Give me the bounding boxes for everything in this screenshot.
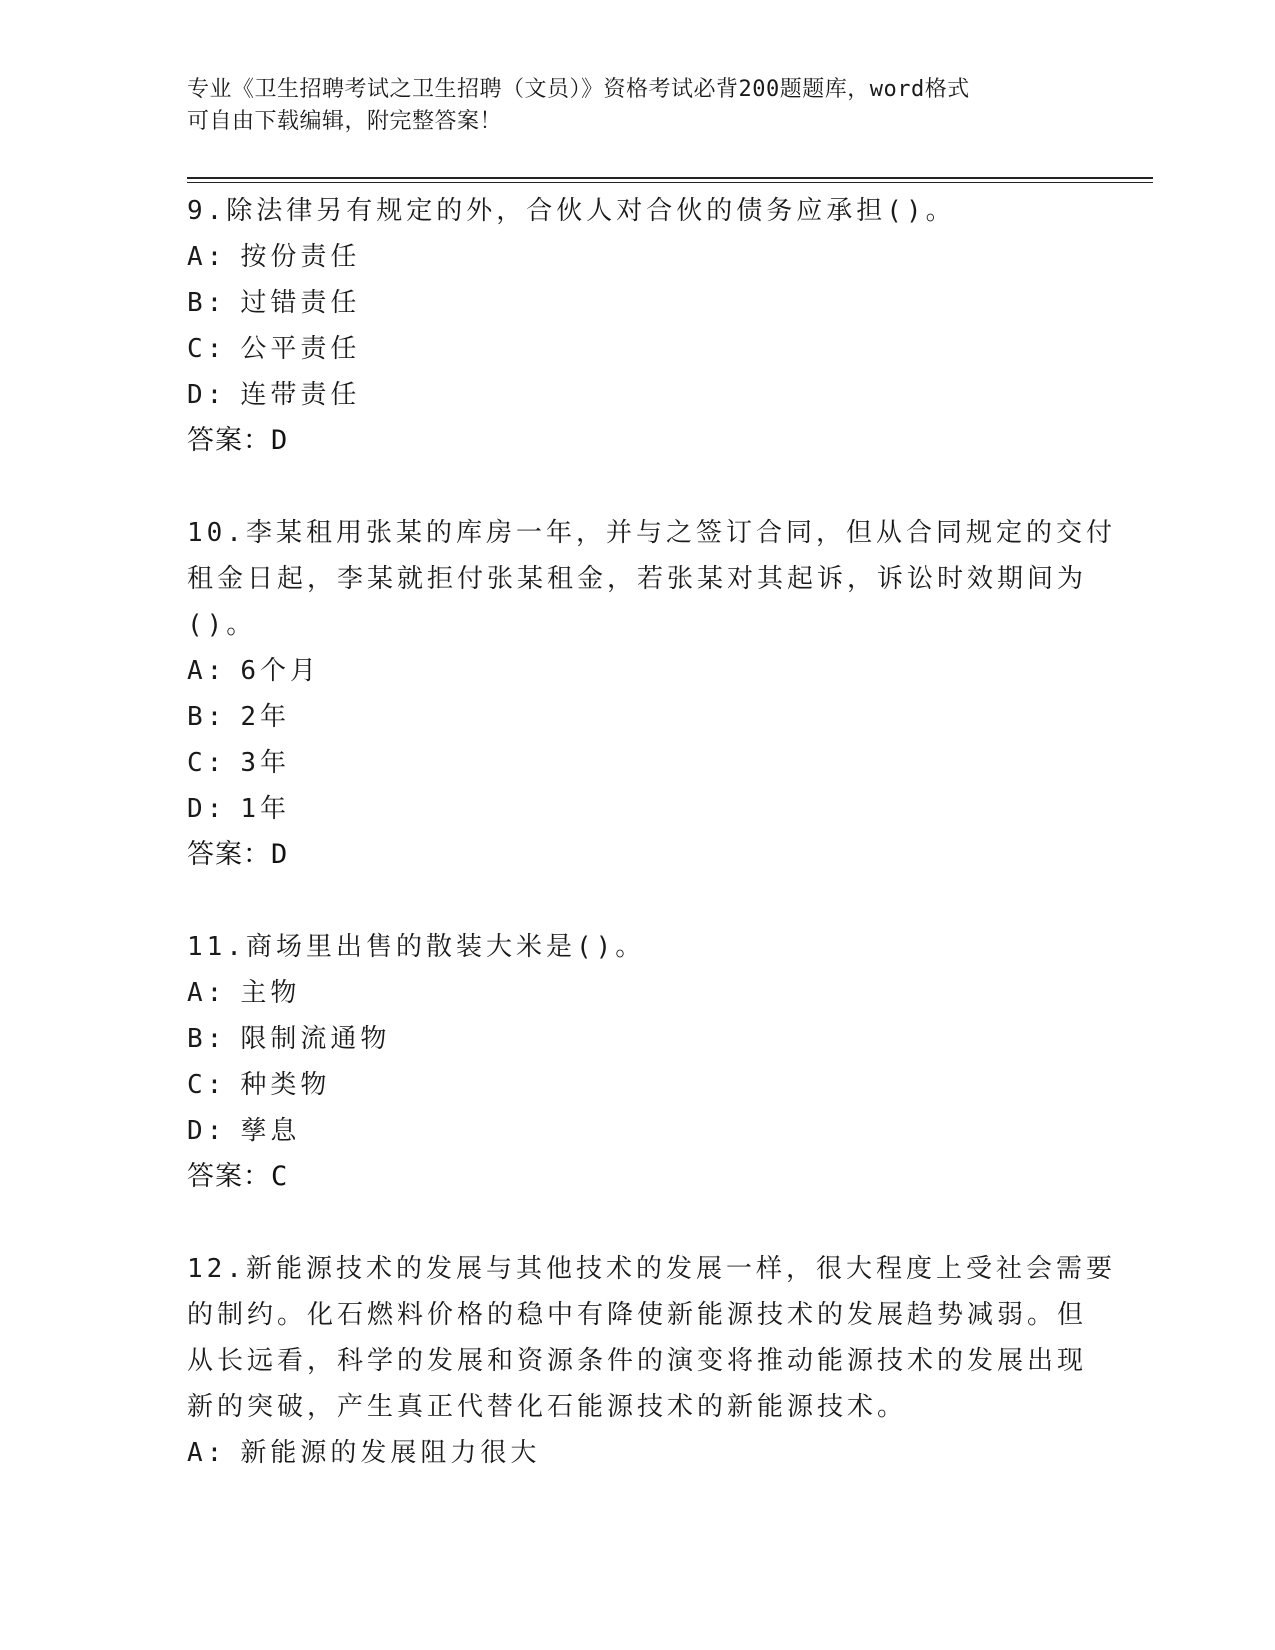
option-label: B:: [187, 288, 227, 318]
option-label: D:: [187, 1116, 227, 1146]
option-b: [187, 1016, 1087, 1062]
option-text: 孳息: [240, 1116, 301, 1146]
stem-line: 11.商场里出售的散装大米是()。: [187, 932, 646, 962]
option-c: [187, 740, 1087, 786]
stem-line: 从长远看，科学的发展和资源条件的演变将推动能源技术的发展出现: [187, 1346, 1088, 1376]
option-label: C:: [187, 1070, 227, 1100]
option-text: 6个月: [240, 656, 320, 686]
question-list: [187, 188, 1116, 1476]
question-11: [187, 924, 1087, 1200]
option-label: C:: [187, 334, 227, 364]
answer-label: 答案：: [187, 425, 271, 456]
option-c: [187, 1062, 1087, 1108]
stem-line: 租金日起，李某就拒付张某租金，若张某对其起诉，诉讼时效期间为: [187, 564, 1088, 594]
question-stem: [187, 1246, 1116, 1430]
option-d: [187, 1108, 1087, 1154]
question-spacer: [187, 878, 1087, 924]
option-c: [187, 326, 1087, 372]
header-divider-thin: [187, 182, 1153, 183]
stem-line: 9.除法律另有规定的外，合伙人对合伙的债务应承担()。: [187, 196, 956, 226]
document-header: [187, 74, 1087, 138]
answer-line: [187, 418, 1087, 464]
answer-label: 答案：: [187, 839, 271, 870]
answer-line: [187, 1154, 1087, 1200]
option-label: C:: [187, 748, 227, 778]
option-text: 1年: [240, 794, 290, 824]
stem-line: 10.李某租用张某的库房一年，并与之签订合同，但从合同规定的交付: [187, 518, 1116, 548]
option-label: D:: [187, 380, 227, 410]
option-label: A:: [187, 978, 227, 1008]
question-stem: [187, 510, 1116, 648]
answer-value: D: [271, 839, 289, 870]
option-text: 3年: [240, 748, 290, 778]
answer-value: D: [271, 425, 289, 456]
question-12: [187, 1246, 1116, 1476]
option-label: A:: [187, 1438, 227, 1468]
answer-line: [187, 832, 1087, 878]
stem-line: 12.新能源技术的发展与其他技术的发展一样，很大程度上受社会需要: [187, 1254, 1116, 1284]
option-b: [187, 694, 1087, 740]
option-text: 主物: [240, 978, 301, 1008]
option-label: B:: [187, 702, 227, 732]
question-stem: [187, 188, 1087, 234]
stem-line: 新的突破，产生真正代替化石能源技术的新能源技术。: [187, 1392, 908, 1422]
question-9: [187, 188, 1087, 464]
option-d: [187, 372, 1087, 418]
answer-value: C: [271, 1161, 289, 1192]
option-text: 种类物: [240, 1070, 331, 1100]
option-label: A:: [187, 242, 227, 272]
question-stem: [187, 924, 1087, 970]
header-line-2: 可自由下载编辑，附完整答案！: [187, 109, 503, 134]
option-text: 过错责任: [240, 288, 361, 318]
option-label: A:: [187, 656, 227, 686]
answer-label: 答案：: [187, 1161, 271, 1192]
option-a: [187, 234, 1087, 280]
option-d: [187, 786, 1087, 832]
question-spacer: [187, 464, 1087, 510]
option-a: [187, 1430, 1087, 1476]
stem-line: 的制约。化石燃料价格的稳中有降使新能源技术的发展趋势减弱。但: [187, 1300, 1088, 1330]
option-text: 按份责任: [240, 242, 361, 272]
header-divider-thick: [187, 177, 1153, 179]
option-text: 限制流通物: [240, 1024, 391, 1054]
question-spacer: [187, 1200, 1087, 1246]
option-text: 公平责任: [240, 334, 361, 364]
option-text: 2年: [240, 702, 290, 732]
option-label: D:: [187, 794, 227, 824]
option-a: [187, 648, 1087, 694]
option-text: 新能源的发展阻力很大: [240, 1438, 541, 1468]
question-10: [187, 510, 1116, 878]
stem-line: ()。: [187, 610, 257, 640]
option-text: 连带责任: [240, 380, 361, 410]
header-line-1: 专业《卫生招聘考试之卫生招聘（文员）》资格考试必背200题题库，word格式: [187, 77, 970, 102]
option-b: [187, 280, 1087, 326]
option-a: [187, 970, 1087, 1016]
option-label: B:: [187, 1024, 227, 1054]
